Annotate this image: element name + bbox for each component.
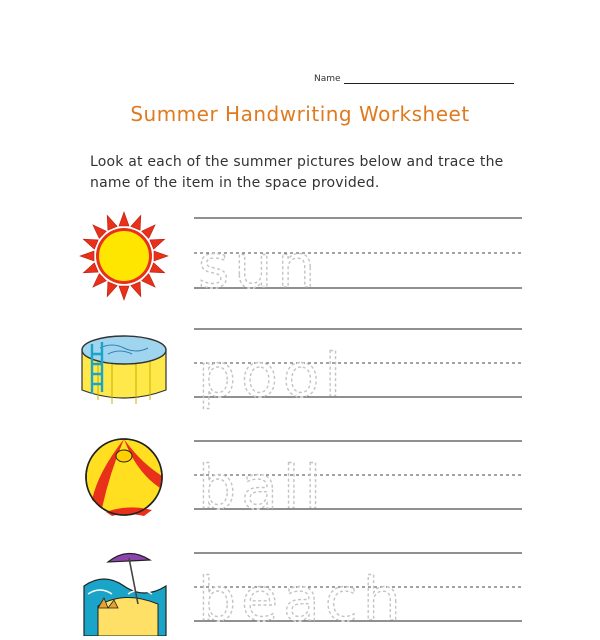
- tracing-lines: [194, 428, 522, 523]
- trace-word: ball: [198, 453, 327, 523]
- tracing-lines: [194, 205, 522, 302]
- trace-word: beach: [198, 565, 406, 635]
- name-input-line[interactable]: [344, 74, 514, 84]
- trace-word: pool: [198, 341, 347, 411]
- sun-icon: [78, 211, 170, 301]
- instructions-text: Look at each of the summer pictures below and trace the name of the item in the space provided.: [90, 154, 504, 191]
- page-title: Summer Handwriting Worksheet: [130, 102, 470, 126]
- name-field: [314, 74, 514, 84]
- name-label: Name: [314, 74, 341, 84]
- tracing-lines: [194, 316, 522, 411]
- tracing-lines: [194, 540, 522, 635]
- worksheet-row-pool: [0, 316, 600, 416]
- trace-word: sun: [198, 232, 321, 302]
- beach-ball-icon: [78, 432, 170, 522]
- beach-scene-icon: [78, 546, 170, 636]
- pool-icon: [78, 318, 170, 408]
- worksheet-row-ball: [0, 428, 600, 528]
- worksheet-row-sun: [0, 205, 600, 305]
- worksheet-row-beach: [0, 540, 600, 640]
